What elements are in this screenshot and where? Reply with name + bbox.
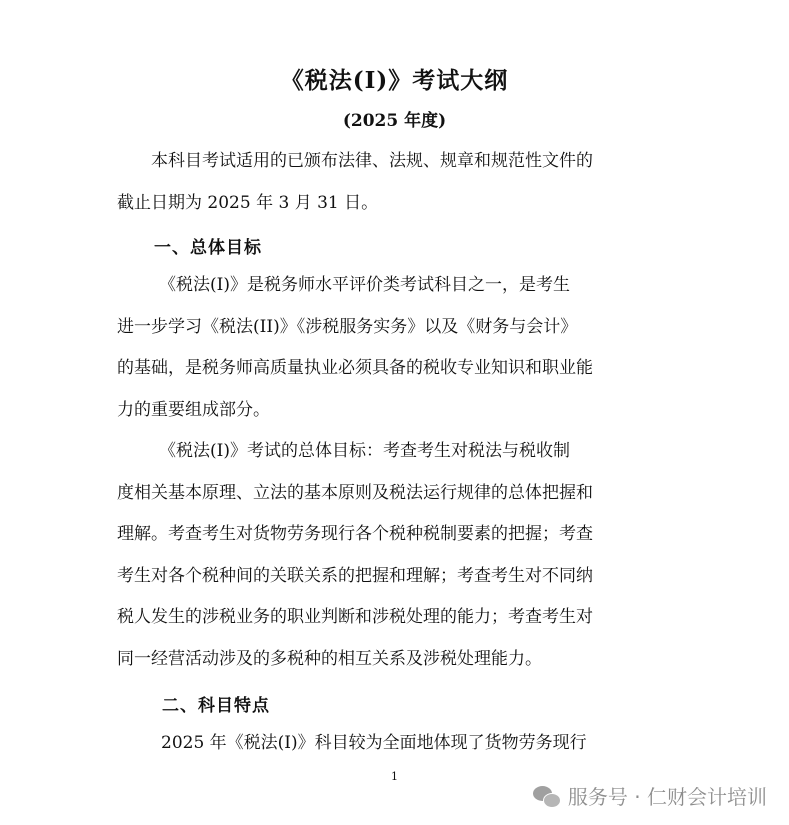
text-line: 的基础，是税务师高质量执业必须具备的税收专业知识和职业能 <box>117 358 593 378</box>
text-line: 《税法(Ⅰ)》是税务师水平评价类考试科目之一，是考生 <box>159 275 570 295</box>
document-subtitle: (2025 年度) <box>342 111 447 131</box>
text-line: 2025 年《税法(Ⅰ)》科目较为全面地体现了货物劳务现行 <box>161 733 587 753</box>
document-title: 《税法(Ⅰ)》考试大纲 <box>280 67 509 94</box>
section1-paragraph-1 <box>117 265 673 431</box>
section2-paragraph-1 <box>117 723 673 765</box>
text-line: 度相关基本原理、立法的基本原则及税法运行规律的总体把握和 <box>117 482 593 503</box>
text-line: 本科目考试适用的已颁布法律、法规、规章和规范性文件的 <box>151 151 593 171</box>
watermark <box>532 781 767 810</box>
text-line: 理解。考查考生对货物劳务现行各个税种税制要素的把握；考查 <box>117 524 593 544</box>
section1-paragraph-2 <box>117 431 673 680</box>
text-line: 税人发生的涉税业务的职业判断和涉税处理的能力；考查考生对 <box>117 607 593 627</box>
text-line: 《税法(Ⅰ)》考试的总体目标：考查考生对税法与税收制 <box>159 441 570 461</box>
section-heading-overall-goal: 一、总体目标 <box>154 238 262 258</box>
text-line: 力的重要组成部分。 <box>117 399 270 420</box>
text-line: 同一经营活动涉及的多税种的相互关系及涉税处理能力。 <box>117 648 542 669</box>
text-line: 进一步学习《税法(II)》《涉税服务实务》以及《财务与会计》 <box>117 316 578 337</box>
text-line: 考生对各个税种间的关联关系的把握和理解；考查考生对不同纳 <box>117 565 593 586</box>
page-number: 1 <box>391 770 398 783</box>
intro-paragraph <box>117 141 673 224</box>
section-heading-subject-features: 二、科目特点 <box>162 696 270 716</box>
watermark-text: 服务号 · 仁财会计培训 <box>567 785 767 809</box>
wechat-icon <box>532 784 562 808</box>
text-line: 截止日期为 2025 年 3 月 31 日。 <box>117 192 379 213</box>
